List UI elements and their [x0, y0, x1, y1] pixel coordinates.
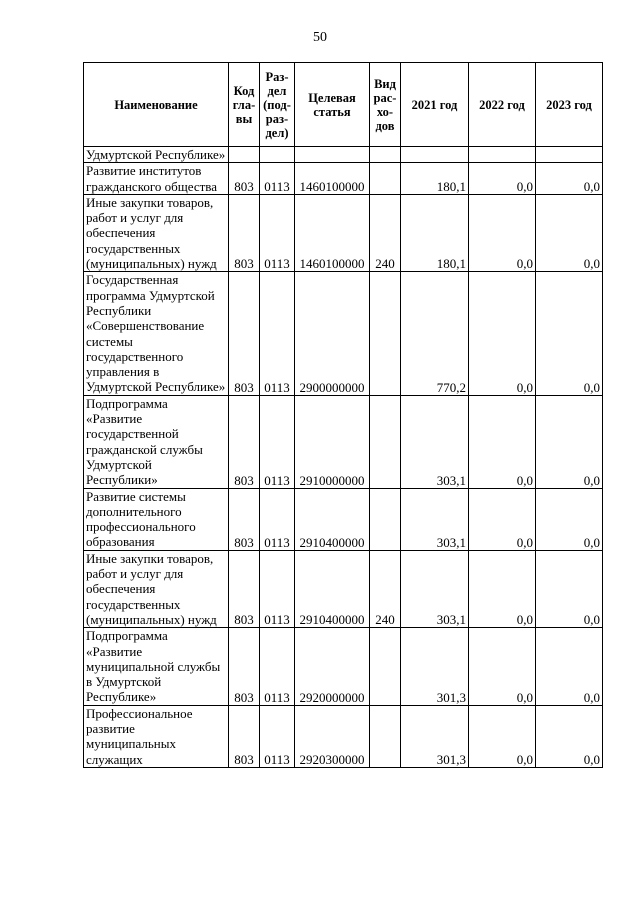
cell-expense-type	[370, 628, 401, 705]
table-row	[84, 705, 603, 767]
budget-table	[83, 62, 603, 768]
cell-expense-type	[370, 147, 401, 163]
cell-chapter-code: 803	[229, 488, 260, 550]
header-target-article: Целевая статья	[295, 63, 370, 147]
cell-2022	[469, 147, 536, 163]
cell-chapter-code: 803	[229, 272, 260, 395]
cell-2023: 0,0	[536, 550, 603, 627]
cell-name: Иные закупки товаров, работ и услуг для обеспечения государственных (муниципальных) нужд	[84, 194, 229, 271]
cell-section	[260, 147, 295, 163]
cell-expense-type	[370, 395, 401, 488]
cell-name: Развитие институтов гражданского общества	[84, 163, 229, 195]
cell-expense-type	[370, 488, 401, 550]
cell-2023: 0,0	[536, 488, 603, 550]
cell-name: Подпрограмма «Развитие государственной гражданской службы Удмуртской Республики»	[84, 395, 229, 488]
cell-name: Подпрограмма «Развитие муниципальной службы в Удмуртской Республике»	[84, 628, 229, 705]
cell-2021: 303,1	[401, 550, 469, 627]
cell-2021	[401, 147, 469, 163]
cell-target-article: 2900000000	[295, 272, 370, 395]
cell-2021: 301,3	[401, 628, 469, 705]
cell-expense-type	[370, 705, 401, 767]
cell-name: Развитие системы дополнительного профессионального образования	[84, 488, 229, 550]
cell-2021: 180,1	[401, 163, 469, 195]
cell-chapter-code: 803	[229, 705, 260, 767]
table-row	[84, 272, 603, 395]
cell-2022: 0,0	[469, 272, 536, 395]
cell-section: 0113	[260, 488, 295, 550]
cell-expense-type	[370, 272, 401, 395]
cell-2021: 770,2	[401, 272, 469, 395]
cell-target-article: 2910400000	[295, 488, 370, 550]
cell-section: 0113	[260, 395, 295, 488]
cell-expense-type	[370, 163, 401, 195]
cell-chapter-code	[229, 147, 260, 163]
cell-name: Государственная программа Удмуртской Республики «Совершенствование системы государственного управления в Удмуртской Республике»	[84, 272, 229, 395]
cell-chapter-code: 803	[229, 194, 260, 271]
cell-expense-type: 240	[370, 550, 401, 627]
cell-2021: 301,3	[401, 705, 469, 767]
cell-2023: 0,0	[536, 163, 603, 195]
cell-section: 0113	[260, 163, 295, 195]
table-row	[84, 395, 603, 488]
cell-name: Профессиональное развитие муниципальных служащих	[84, 705, 229, 767]
cell-target-article: 2910000000	[295, 395, 370, 488]
cell-2023: 0,0	[536, 272, 603, 395]
cell-2022: 0,0	[469, 628, 536, 705]
cell-2022: 0,0	[469, 163, 536, 195]
cell-2022: 0,0	[469, 395, 536, 488]
cell-2021: 303,1	[401, 488, 469, 550]
header-year-2023: 2023 год	[536, 63, 603, 147]
cell-target-article: 1460100000	[295, 163, 370, 195]
header-year-2022: 2022 год	[469, 63, 536, 147]
cell-target-article: 2920300000	[295, 705, 370, 767]
header-section: Раз- дел (под- раз- дел)	[260, 63, 295, 147]
cell-2023	[536, 147, 603, 163]
cell-target-article: 2920000000	[295, 628, 370, 705]
table-row	[84, 628, 603, 705]
page-number: 50	[313, 30, 327, 45]
table-header	[84, 63, 603, 147]
table-row	[84, 147, 603, 163]
cell-chapter-code: 803	[229, 163, 260, 195]
cell-chapter-code: 803	[229, 550, 260, 627]
cell-2023: 0,0	[536, 395, 603, 488]
cell-2023: 0,0	[536, 705, 603, 767]
cell-name: Удмуртской Республике»	[84, 147, 229, 163]
header-expense-type: Вид рас- хо- дов	[370, 63, 401, 147]
cell-target-article	[295, 147, 370, 163]
cell-name: Иные закупки товаров, работ и услуг для обеспечения государственных (муниципальных) нужд	[84, 550, 229, 627]
table-row	[84, 163, 603, 195]
table-row	[84, 550, 603, 627]
cell-2022: 0,0	[469, 194, 536, 271]
cell-2022: 0,0	[469, 488, 536, 550]
cell-2023: 0,0	[536, 628, 603, 705]
cell-2022: 0,0	[469, 550, 536, 627]
cell-expense-type: 240	[370, 194, 401, 271]
cell-2022: 0,0	[469, 705, 536, 767]
table-row	[84, 194, 603, 271]
cell-section: 0113	[260, 272, 295, 395]
cell-2021: 180,1	[401, 194, 469, 271]
cell-target-article: 2910400000	[295, 550, 370, 627]
table-body	[84, 147, 603, 768]
cell-chapter-code: 803	[229, 628, 260, 705]
cell-chapter-code: 803	[229, 395, 260, 488]
table-row	[84, 488, 603, 550]
cell-2023: 0,0	[536, 194, 603, 271]
cell-2021: 303,1	[401, 395, 469, 488]
cell-section: 0113	[260, 194, 295, 271]
cell-section: 0113	[260, 550, 295, 627]
header-name: Наименование	[84, 63, 229, 147]
cell-section: 0113	[260, 628, 295, 705]
cell-target-article: 1460100000	[295, 194, 370, 271]
header-year-2021: 2021 год	[401, 63, 469, 147]
header-chapter-code: Код гла- вы	[229, 63, 260, 147]
cell-section: 0113	[260, 705, 295, 767]
